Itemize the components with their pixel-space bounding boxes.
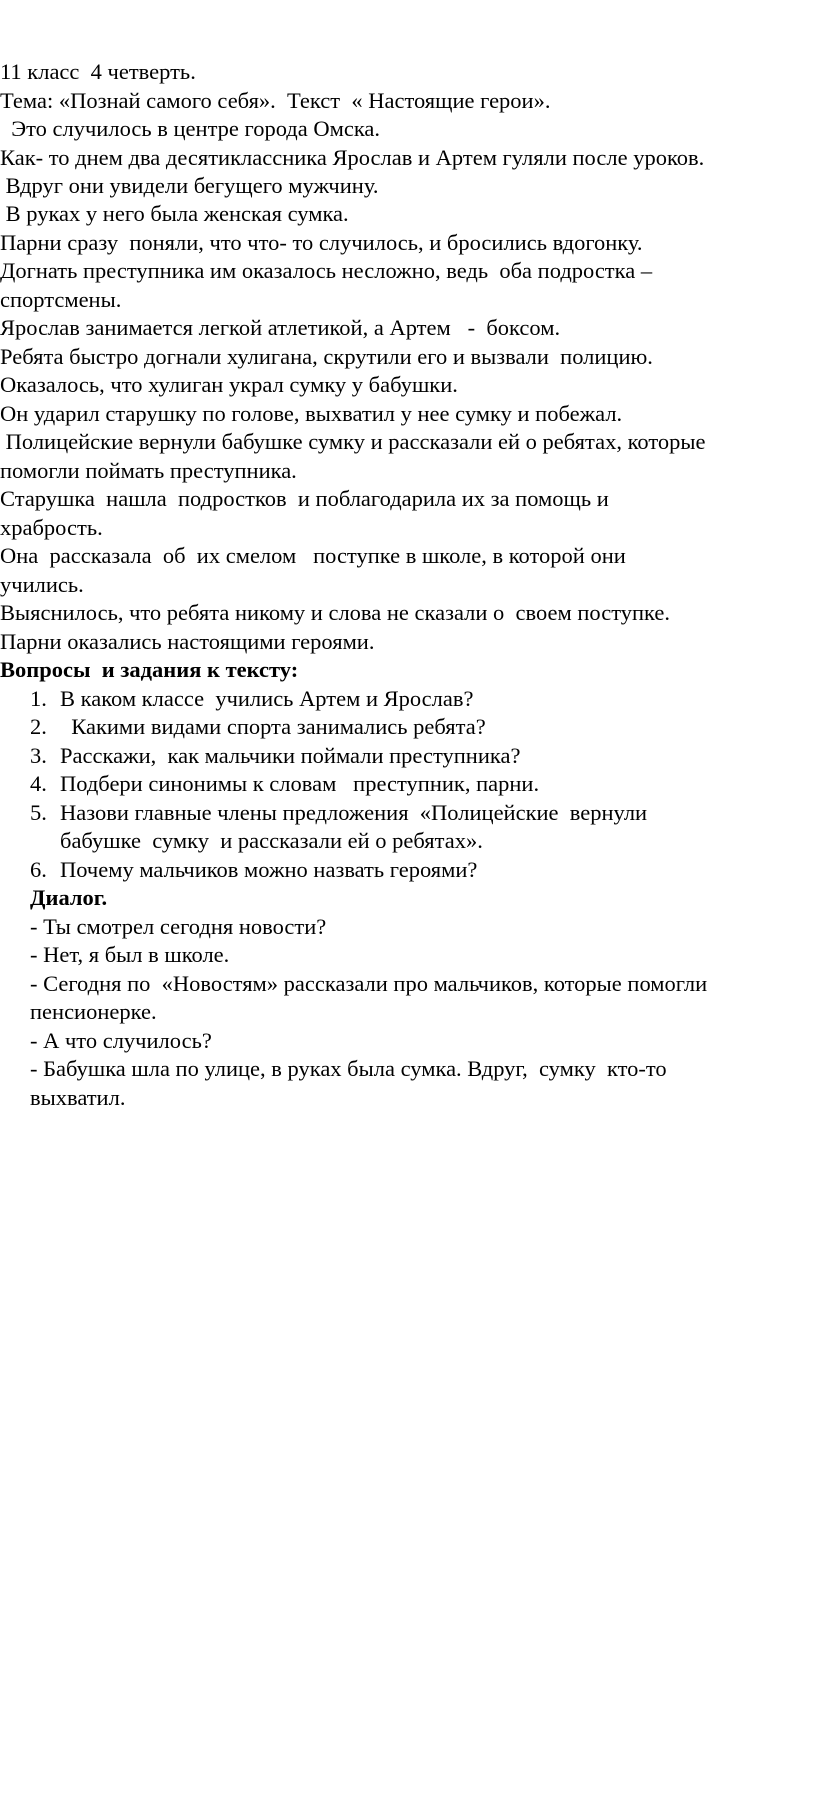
dialog-line: выхватил. — [30, 1085, 126, 1110]
header-class-line: 11 класс 4 четверть. — [0, 59, 196, 84]
story-line: Вдруг они увидели бегущего мужчину. — [0, 173, 379, 198]
story-line: Парни оказались настоящими героями. — [0, 629, 375, 654]
story-line: Догнать преступника им оказалось несложно, ведь оба подростка – — [0, 258, 653, 283]
question-text: В каком классе учились Артем и Ярослав? — [60, 686, 474, 711]
dialog-block — [0, 914, 816, 1762]
question-text: Какими видами спорта занимались ребята? — [60, 714, 486, 739]
question-number: 6. — [30, 857, 47, 882]
questions-title: Вопросы и задания к тексту: — [0, 657, 299, 682]
story-line: Как- то днем два десятиклассника Ярослав и Артем гуляли после уроков. — [0, 145, 705, 170]
dialog-title: Диалог. — [30, 885, 108, 910]
story-line: Полицейские вернули бабушке сумку и рассказали ей о ребятах, которые — [0, 429, 706, 454]
question-text: Почему мальчиков можно назвать героями? — [60, 857, 478, 882]
dialog-line: - Бабушка шла по улице, в руках была сумка. Вдруг, сумку кто-то — [30, 1056, 667, 1081]
story-line: Парни сразу поняли, что что- то случилось, и бросились вдогонку. — [0, 230, 643, 255]
question-text: Назови главные члены предложения «Полицейские вернули — [60, 800, 648, 825]
story-line: Он ударил старушку по голове, выхватил у нее сумку и побежал. — [0, 401, 623, 426]
story-line: Старушка нашла подростков и поблагодарила их за помощь и — [0, 486, 609, 511]
header-topic-line: Тема: «Познай самого себя». Текст « Настоящие герои». — [0, 88, 551, 113]
question-text: Расскажи, как мальчики поймали преступника? — [60, 743, 521, 768]
story-line: Ярослав занимается легкой атлетикой, а Артем - боксом. — [0, 315, 561, 340]
story-line: Ребята быстро догнали хулигана, скрутили его и вызвали полицию. — [0, 344, 653, 369]
story-line: храбрость. — [0, 515, 103, 540]
question-text: бабушке сумку и рассказали ей о ребятах». — [60, 828, 483, 853]
story-line: помогли поймать преступника. — [0, 458, 297, 483]
dialog-line: - Сегодня по «Новостям» рассказали про мальчиков, которые помогли — [30, 971, 708, 996]
question-number: 5. — [30, 800, 47, 825]
story-line: Оказалось, что хулиган украл сумку у бабушки. — [0, 372, 458, 397]
question-number: 4. — [30, 771, 47, 796]
dialog-line: - Ты смотрел сегодня новости? — [30, 914, 327, 939]
question-number: 2. — [30, 714, 47, 739]
story-line: спортсмены. — [0, 287, 122, 312]
question-number: 3. — [30, 743, 47, 768]
dialog-line: пенсионерке. — [30, 999, 157, 1024]
story-line: В руках у него была женская сумка. — [0, 201, 349, 226]
dialog-line: - Нет, я был в школе. — [30, 942, 230, 967]
dialog-line: - А что случилось? — [30, 1028, 212, 1053]
story-line: Она рассказала об их смелом поступке в школе, в которой они — [0, 543, 626, 568]
story-line: Это случилось в центре города Омска. — [0, 116, 381, 141]
story-line: учились. — [0, 572, 84, 597]
question-number: 1. — [30, 686, 47, 711]
story-line: Выяснилось, что ребята никому и слова не сказали о своем поступке. — [0, 600, 671, 625]
question-text: Подбери синонимы к словам преступник, парни. — [60, 771, 540, 796]
